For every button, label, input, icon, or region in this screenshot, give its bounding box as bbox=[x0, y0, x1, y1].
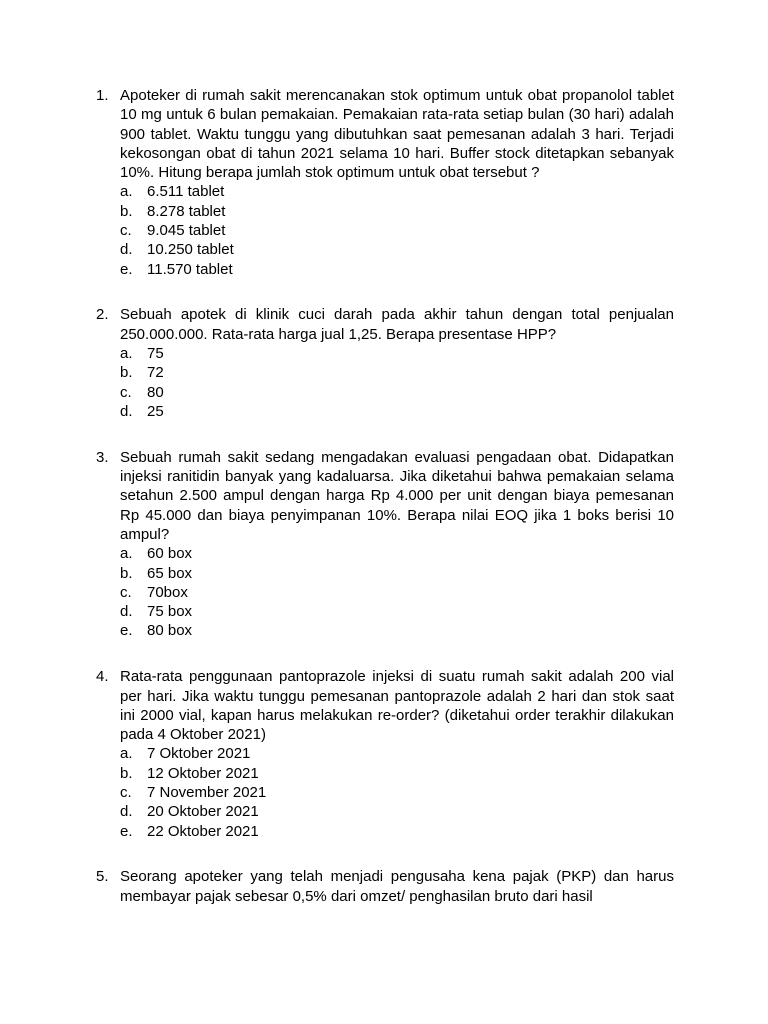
option-text: 7 November 2021 bbox=[147, 784, 267, 801]
option-letter: a. bbox=[120, 745, 133, 763]
option-c bbox=[120, 383, 674, 402]
question-4 bbox=[96, 667, 674, 841]
document-page bbox=[96, 86, 674, 932]
question-5 bbox=[96, 867, 674, 906]
option-letter: d. bbox=[120, 402, 133, 420]
option-a bbox=[120, 344, 674, 363]
option-letter: c. bbox=[120, 784, 132, 801]
option-text: 80 box bbox=[147, 622, 193, 640]
question-number: 2. bbox=[96, 306, 109, 324]
question-number: 1. bbox=[96, 87, 109, 104]
option-text: 72 bbox=[147, 364, 164, 382]
question-number: 5. bbox=[96, 868, 109, 886]
option-d bbox=[120, 602, 674, 621]
option-b bbox=[120, 363, 674, 382]
option-e bbox=[120, 621, 674, 640]
option-a bbox=[120, 744, 674, 763]
option-text: 75 box bbox=[147, 603, 193, 621]
option-letter: b. bbox=[120, 564, 133, 582]
option-letter: e. bbox=[120, 822, 133, 840]
option-text: 22 Oktober 2021 bbox=[147, 822, 259, 840]
option-d bbox=[120, 402, 674, 421]
option-text: 80 bbox=[147, 383, 164, 401]
option-e bbox=[120, 822, 674, 841]
option-letter: b. bbox=[120, 764, 133, 782]
option-text: 6.511 tablet bbox=[147, 183, 225, 201]
option-list bbox=[120, 744, 674, 840]
question-3 bbox=[96, 448, 674, 641]
question-text: Seorang apoteker yang telah menjadi pengusaha kena pajak (PKP) dan harus membayar pajak sebesar 0,5% dari omzet/ penghasilan bruto dari hasil bbox=[120, 868, 674, 905]
option-c bbox=[120, 583, 674, 602]
option-letter: b. bbox=[120, 202, 133, 220]
option-c bbox=[120, 221, 674, 240]
option-letter: a. bbox=[120, 183, 133, 201]
question-number: 4. bbox=[96, 668, 109, 686]
option-c bbox=[120, 783, 674, 802]
option-list bbox=[120, 344, 674, 421]
option-letter: c. bbox=[120, 583, 132, 601]
option-text: 25 bbox=[147, 402, 164, 420]
option-e bbox=[120, 260, 674, 279]
option-letter: e. bbox=[120, 622, 133, 640]
option-letter: b. bbox=[120, 364, 133, 382]
option-b bbox=[120, 764, 674, 783]
question-text: Sebuah apotek di klinik cuci darah pada akhir tahun dengan total penjualan 250.000.000. Rata-rata harga jual 1,25. Berapa presentase HPP? bbox=[120, 306, 674, 343]
question-2 bbox=[96, 305, 674, 421]
option-text: 60 box bbox=[147, 545, 193, 563]
option-text: 10.250 tablet bbox=[147, 241, 234, 259]
option-d bbox=[120, 802, 674, 821]
option-a bbox=[120, 544, 674, 563]
option-text: 11.570 tablet bbox=[147, 260, 233, 278]
option-letter: c. bbox=[120, 383, 132, 401]
option-letter: a. bbox=[120, 545, 133, 563]
option-letter: d. bbox=[120, 603, 133, 621]
option-text: 8.278 tablet bbox=[147, 202, 226, 220]
option-letter: a. bbox=[120, 345, 133, 363]
option-b bbox=[120, 564, 674, 583]
question-1 bbox=[96, 86, 674, 279]
option-d bbox=[120, 240, 674, 259]
option-text: 12 Oktober 2021 bbox=[147, 764, 259, 782]
option-letter: c. bbox=[120, 222, 132, 240]
option-text: 20 Oktober 2021 bbox=[147, 803, 259, 821]
option-list bbox=[120, 182, 674, 278]
question-text: Sebuah rumah sakit sedang mengadakan evaluasi pengadaan obat. Didapatkan injeksi ranitidin banyak yang kadaluarsa. Jika diketahui bahwa pemakaian selama setahun 2.500 ampul dengan harga Rp 4.000 per unit dengan biaya pemesanan Rp 45.000 dan biaya penyimpanan 10%. Berapa nilai EOQ jika 1 boks berisi 10 ampul? bbox=[120, 448, 674, 543]
option-text: 75 bbox=[147, 345, 164, 363]
option-b bbox=[120, 202, 674, 221]
option-text: 9.045 tablet bbox=[147, 222, 226, 240]
option-text: 70box bbox=[147, 583, 188, 601]
option-text: 65 box bbox=[147, 564, 193, 582]
question-text: Rata-rata penggunaan pantoprazole injeksi di suatu rumah sakit adalah 200 vial per hari. Jika waktu tunggu pemesanan pantoprazole adalah 2 hari dan stok saat ini 2000 vial, kapan harus melakukan re-order? (diketahui order terakhir dilakukan pada 4 Oktober 2021) bbox=[120, 668, 674, 744]
option-letter: d. bbox=[120, 241, 133, 259]
question-text: Apoteker di rumah sakit merencanakan stok optimum untuk obat propanolol tablet 10 mg untuk 6 bulan pemakaian. Pemakaian rata-rata setiap bulan (30 hari) adalah 900 tablet. Waktu tunggu yang dibutuhkan saat pemesanan adalah 3 hari. Terjadi kekosongan obat di tahun 2021 selama 10 hari. Buffer stock ditetapkan sebanyak 10%. Hitung berapa jumlah stok optimum untuk obat tersebut ? bbox=[120, 87, 674, 182]
option-list bbox=[120, 544, 674, 640]
option-text: 7 Oktober 2021 bbox=[147, 745, 251, 763]
option-letter: e. bbox=[120, 260, 133, 278]
option-a bbox=[120, 182, 674, 201]
question-number: 3. bbox=[96, 448, 109, 466]
option-letter: d. bbox=[120, 803, 133, 821]
